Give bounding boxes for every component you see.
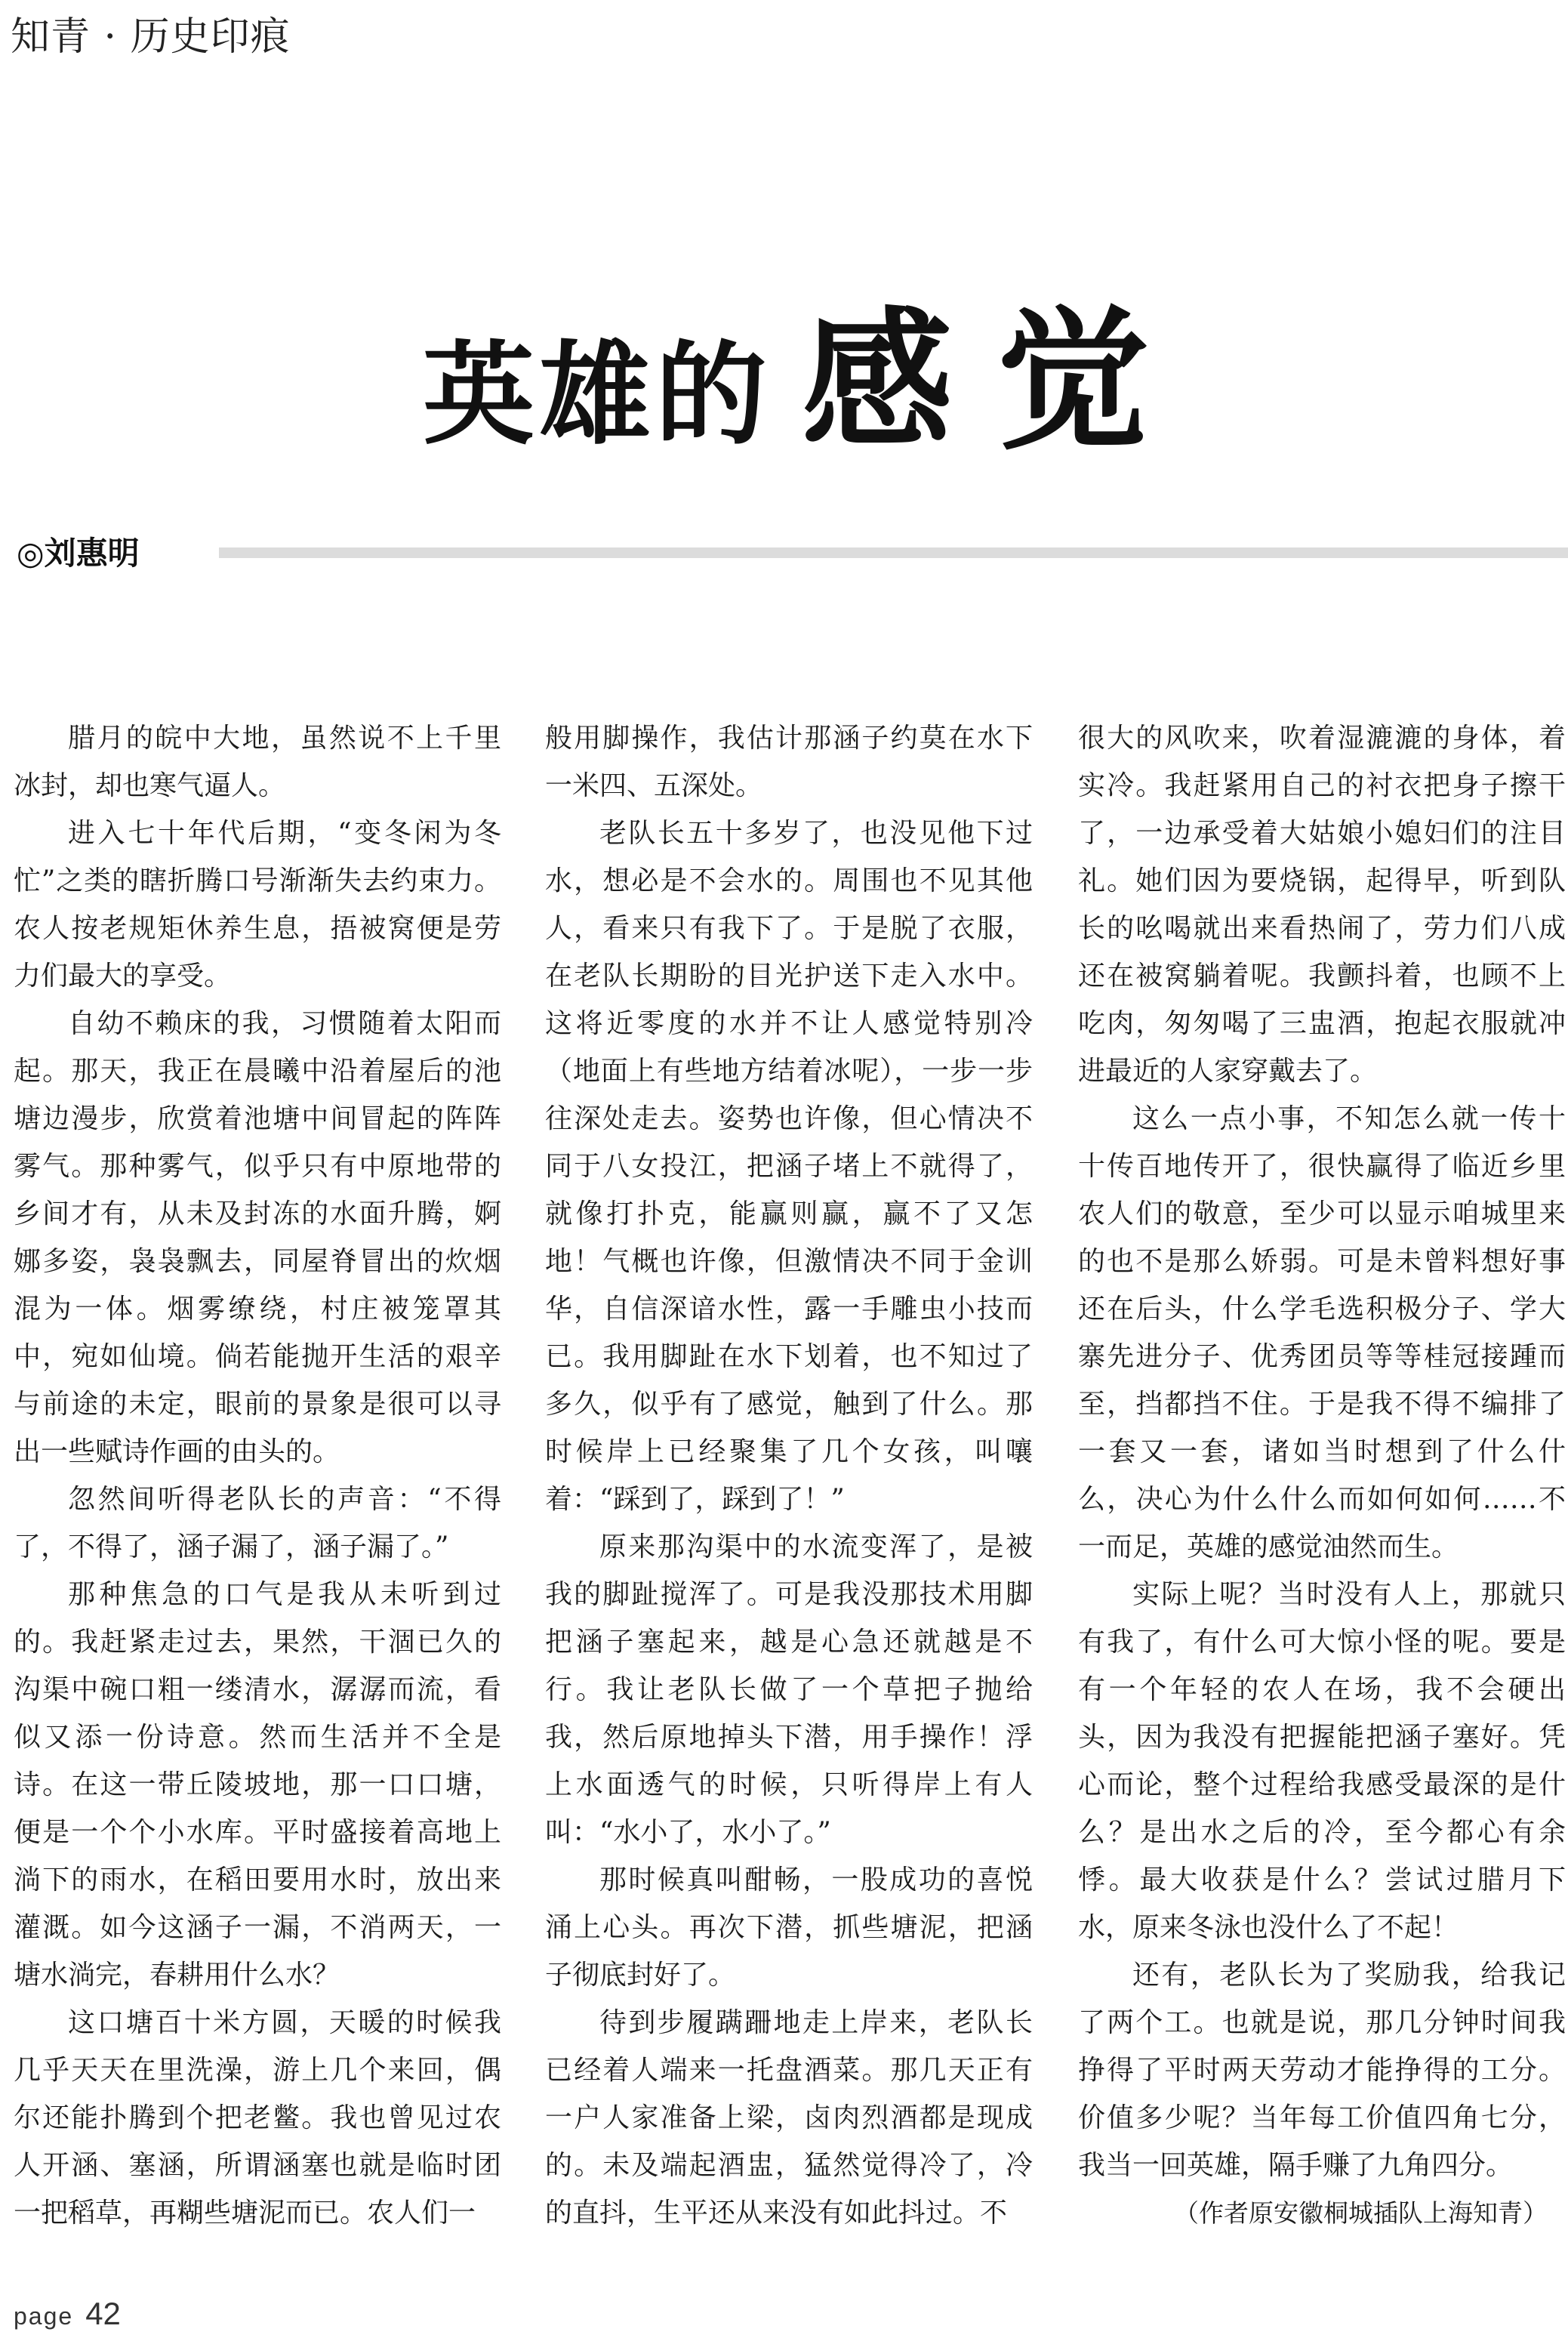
text-column-2 bbox=[545, 714, 1033, 2240]
paragraph: 般用脚操作，我估计那涵子约莫在水下一米四、五深处。 bbox=[545, 723, 1033, 801]
paragraph: 进入七十年代后期，“变冬闲为冬忙”之类的瞎折腾口号渐渐失去约束力。农人按老规矩休养生息，捂被窝便是劳力们最大的享受。 bbox=[14, 818, 501, 992]
paragraph: 忽然间听得老队长的声音：“不得了，不得了，涵子漏了，涵子漏了。” bbox=[14, 1484, 501, 1562]
article-title bbox=[423, 261, 1194, 477]
text-column-3 bbox=[1078, 714, 1566, 2240]
page-label: page bbox=[14, 2303, 74, 2330]
title-divider bbox=[219, 547, 1568, 558]
paragraph: 很大的风吹来，吹着湿漉漉的身体，着实冷。我赶紧用自己的衬衣把身子擦干了，一边承受着大姑娘小媳妇们的注目礼。她们因为要烧锅，起得早，听到队长的吆喝就出来看热闹了，劳力们八成还在被窝躺着呢。我颤抖着，也顾不上吃肉，匆匆喝了三盅酒，抱起衣服就冲进最近的人家穿戴去了。 bbox=[1078, 723, 1566, 1087]
title-big: 感觉 bbox=[802, 292, 1195, 470]
paragraph: 那种焦急的口气是我从未听到过的。我赶紧走过去，果然，干涸已久的沟渠中碗口粗一缕清水，潺潺而流，看似又添一份诗意。然而生活并不全是诗。在这一带丘陵坡地，那一口口塘，便是一个个小水库。平时盛接着高地上淌下的雨水，在稻田要用水时，放出来灌溉。如今这涵子一漏，不消两天，一塘水淌完，春耕用什么水？ bbox=[14, 1579, 501, 1991]
paragraph: 自幼不赖床的我，习惯随着太阳而起。那天，我正在晨曦中沿着屋后的池塘边漫步，欣赏着池塘中间冒起的阵阵雾气。那种雾气，似乎只有中原地带的乡间才有，从未及封冻的水面升腾，婀娜多姿，袅袅飘去，同屋脊冒出的炊烟混为一体。烟雾缭绕，村庄被笼罩其中，宛如仙境。倘若能抛开生活的艰辛与前途的未定，眼前的景象是很可以寻出一些赋诗作画的由头的。 bbox=[14, 1008, 501, 1467]
text-column-1 bbox=[14, 714, 501, 2240]
page-number: 42 bbox=[85, 2296, 121, 2331]
paragraph: 老队长五十多岁了，也没见他下过水，想必是不会水的。周围也不见其他人，看来只有我下了。于是脱了衣服，在老队长期盼的目光护送下走入水中。这将近零度的水并不让人感觉特别冷（地面上有些地方结着冰呢），一步一步往深处走去。姿势也许像，但心情决不同于八女投江，把涵子堵上不就得了，就像打扑克，能赢则赢，赢不了又怎地！气概也许像，但激情决不同于金训华，自信深谙水性，露一手雕虫小技而已。我用脚趾在水下划着，也不知过了多久，似乎有了感觉，触到了什么。那时候岸上已经聚集了几个女孩，叫嚷着：“踩到了，踩到了！” bbox=[545, 818, 1033, 1515]
author-byline: ◎刘惠明 bbox=[17, 535, 140, 572]
page-footer bbox=[14, 2296, 121, 2332]
title-main: 英雄的 bbox=[423, 328, 772, 460]
paragraph: 还有，老队长为了奖励我，给我记了两个工。也就是说，那几分钟时间我挣得了平时两天劳动才能挣得的工分。价值多少呢？当年每工价值四角七分，我当一回英雄，隔手赚了九角四分。 bbox=[1078, 1960, 1566, 2181]
section-header: 知青 · 历史印痕 bbox=[11, 14, 291, 60]
paragraph: 原来那沟渠中的水流变浑了，是被我的脚趾搅浑了。可是我没那技术用脚把涵子塞起来，越是心急还就越是不行。我让老队长做了一个草把子抛给我，然后原地掉头下潜，用手操作！浮上水面透气的时候，只听得岸上有人叫：“水小了，水小了。” bbox=[545, 1531, 1033, 1848]
paragraph: 实际上呢？当时没有人上，那就只有我了，有什么可大惊小怪的呢。要是有一个年轻的农人在场，我不会硬出头，因为我没有把握能把涵子塞好。凭心而论，整个过程给我感受最深的是什么？是出水之后的冷，至今都心有余悸。最大收获是什么？尝试过腊月下水，原来冬泳也没什么了不起！ bbox=[1078, 1579, 1566, 1943]
paragraph: 这么一点小事，不知怎么就一传十十传百地传开了，很快赢得了临近乡里农人们的敬意，至少可以显示咱城里来的也不是那么娇弱。可是未曾料想好事还在后头，什么学毛选积极分子、学大寨先进分子、优秀团员等等桂冠接踵而至，挡都挡不住。于是我不得不编排了一套又一套，诸如当时想到了什么什么，决心为什么什么而如何如何……不一而足，英雄的感觉油然而生。 bbox=[1078, 1103, 1566, 1562]
paragraph: 待到步履蹒跚地走上岸来，老队长已经着人端来一托盘酒菜。那几天正有一户人家准备上梁，卤肉烈酒都是现成的。未及端起酒盅，猛然觉得冷了，冷的直抖，生平还从来没有如此抖过。不 bbox=[545, 2007, 1033, 2229]
paragraph: 这口塘百十米方圆，天暖的时候我几乎天天在里洗澡，游上几个来回，偶尔还能扑腾到个把老鳖。我也曾见过农人开涵、塞涵，所谓涵塞也就是临时团一把稻草，再糊些塘泥而已。农人们一 bbox=[14, 2007, 501, 2229]
paragraph: 腊月的皖中大地，虽然说不上千里冰封，却也寒气逼人。 bbox=[14, 723, 501, 801]
author-note: （作者原安徽桐城插队上海知青） bbox=[1174, 2198, 1548, 2228]
paragraph: 那时候真叫酣畅，一股成功的喜悦涌上心头。再次下潜，抓些塘泥，把涵子彻底封好了。 bbox=[545, 1865, 1033, 1991]
